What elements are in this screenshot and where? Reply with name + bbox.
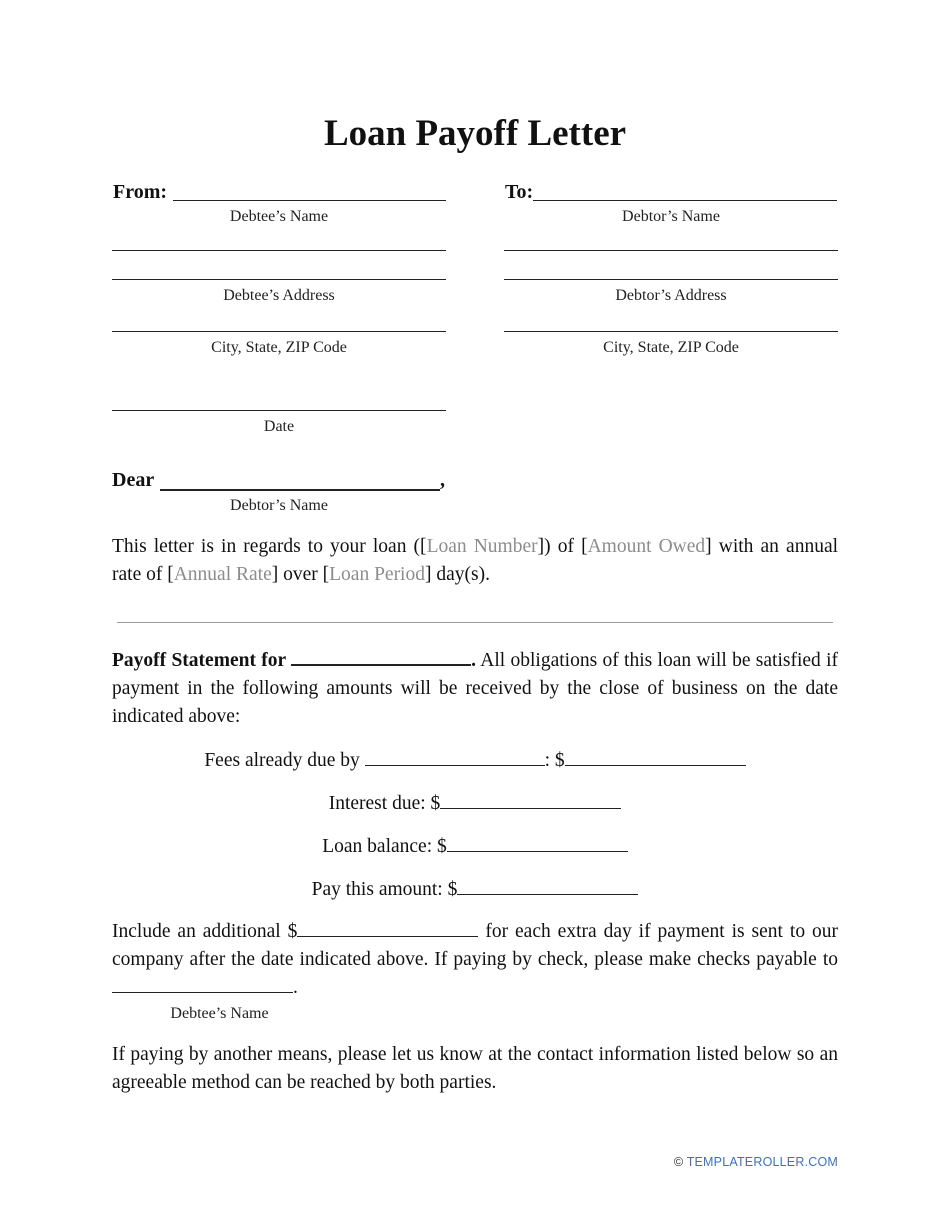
intro-paragraph: This letter is in regards to your loan ([Loan Number]) of [Amount Owed] with an annual rate of [Annual Rate] over [Loan Period] day(s). — [112, 536, 839, 585]
footer-brand[interactable] — [674, 1155, 838, 1169]
payable-to-caption: Debtee’s Name — [170, 1005, 269, 1022]
loan-period-placeholder[interactable]: Loan Period — [329, 564, 425, 585]
debtor-name-caption: Debtor’s Name — [622, 208, 720, 225]
salutation-name-field[interactable] — [160, 489, 440, 491]
document-title: Loan Payoff Letter — [323, 113, 627, 154]
fees-row: Fees already due by : $ — [0, 748, 950, 773]
interest-row: Interest due: $ — [0, 791, 950, 816]
loan-number-placeholder[interactable]: Loan Number — [426, 536, 538, 557]
annual-rate-placeholder[interactable]: Annual Rate — [173, 564, 272, 585]
debtee-city-caption: City, State, ZIP Code — [211, 339, 347, 356]
debtor-address-caption: Debtor’s Address — [615, 287, 727, 304]
debtor-city-caption: City, State, ZIP Code — [603, 339, 739, 356]
salutation-comma: , — [440, 469, 445, 491]
copyright-icon: © — [673, 1155, 684, 1169]
debtee-address-caption: Debtee’s Address — [223, 287, 335, 304]
payoff-date-field[interactable] — [291, 647, 471, 666]
salutation-label: Dear — [112, 469, 155, 491]
fees-date-field[interactable] — [365, 748, 545, 766]
daily-amount-field[interactable] — [297, 919, 478, 937]
debtor-name-field[interactable] — [533, 200, 837, 201]
debtor-address-line-2[interactable] — [504, 279, 838, 280]
balance-amount-field[interactable] — [447, 834, 628, 852]
interest-amount-field[interactable] — [440, 791, 621, 809]
debtee-name-caption: Debtee’s Name — [229, 208, 329, 225]
debtor-city-field[interactable] — [504, 331, 838, 332]
amount-owed-placeholder[interactable]: Amount Owed — [587, 536, 706, 557]
salutation-caption: Debtor’s Name — [230, 497, 328, 514]
pay-amount-field[interactable] — [457, 877, 638, 895]
footer-brand-link[interactable]: TEMPLATEROLLER.COM — [686, 1155, 838, 1169]
pay-amount-row: Pay this amount: $ — [0, 877, 950, 902]
additional-paragraph: Include an additional $ for each extra day if payment is sent to our company after the date indicated above. If paying by check, please make checks payable to . — [112, 921, 838, 998]
debtee-name-field[interactable] — [173, 200, 446, 201]
payoff-statement-paragraph: Payoff Statement for . All obligations of this loan will be satisfied if payment in the following amounts will be received by the close of business on the date indicated above: — [112, 647, 838, 731]
closing-paragraph: If paying by another means, please let us know at the contact information listed below so an agreeable method can be reached by both parties. — [112, 1044, 838, 1093]
from-label: From: — [113, 181, 168, 203]
date-field[interactable] — [112, 410, 446, 411]
debtee-address-line-1[interactable] — [112, 250, 446, 251]
fees-amount-field[interactable] — [565, 748, 746, 766]
debtor-address-line-1[interactable] — [504, 250, 838, 251]
balance-row: Loan balance: $ — [0, 834, 950, 859]
payable-to-field[interactable] — [112, 975, 293, 993]
date-caption: Date — [263, 418, 295, 435]
debtee-address-line-2[interactable] — [112, 279, 446, 280]
to-label: To: — [505, 181, 534, 203]
section-divider — [117, 622, 833, 623]
debtee-city-field[interactable] — [112, 331, 446, 332]
